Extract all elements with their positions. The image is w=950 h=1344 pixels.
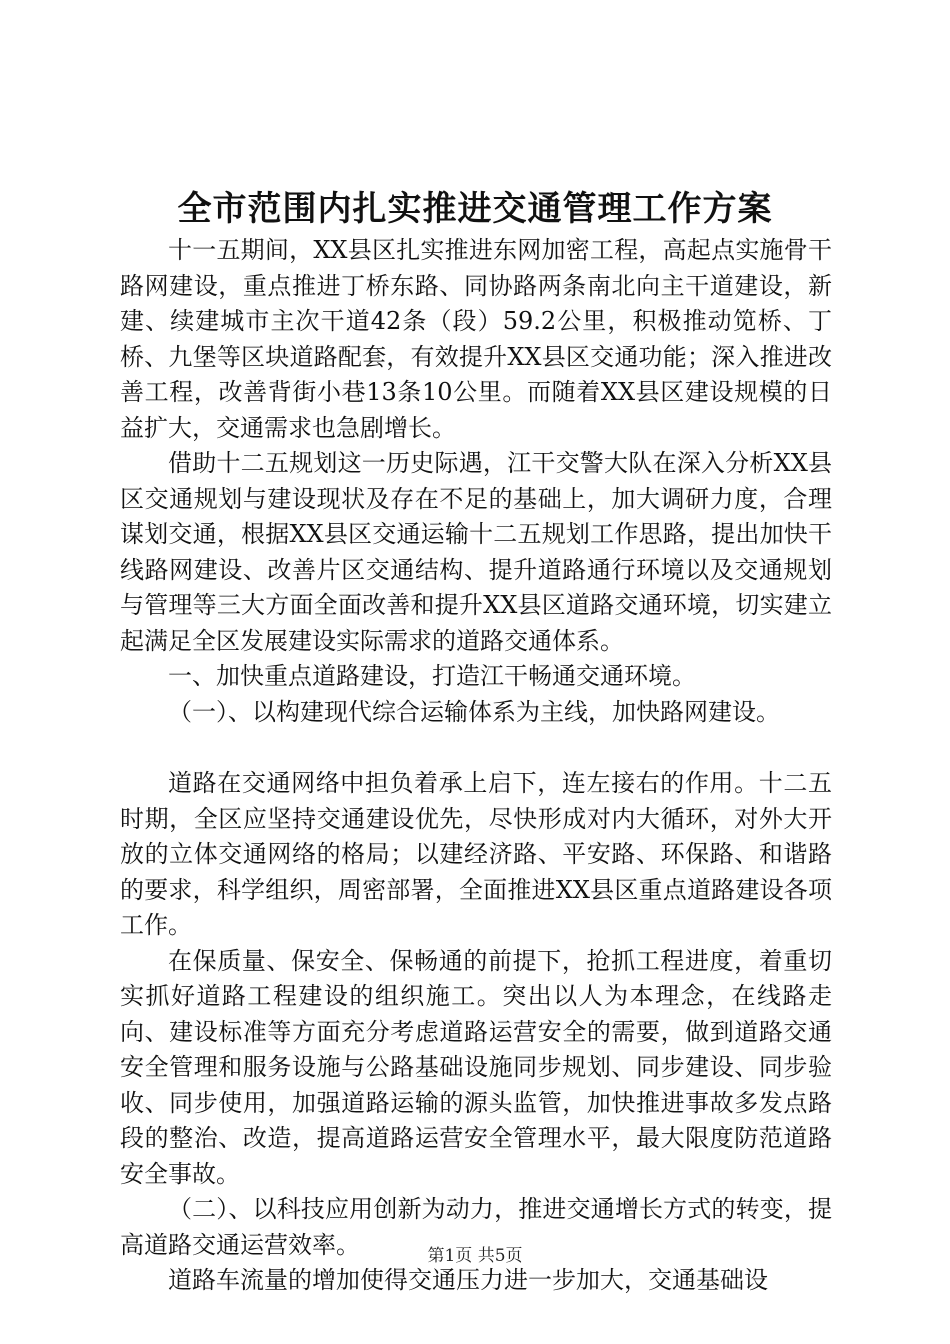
section-heading-1: 一、加快重点道路建设，打造江干畅通交通环境。 [168,662,696,690]
subsection-heading-2: （二）、以科技应用创新为动力，推进交通增长方式的转变，提高道路交通运营效率。 [120,1195,832,1259]
page-footer: 第1页 共5页 [427,1246,523,1266]
subsection-heading-1: （一）、以构建现代综合运输体系为主线，加快路网建设。 [168,697,780,726]
paragraph-traffic-pressure: 道路车流量的增加使得交通压力进一步加大，交通基础设 [168,1266,768,1294]
paragraph-road-role: 道路在交通网络中担负着承上启下，连左接右的作用。十二五时期，全区应坚持交通建设优先，尽快形成对内大循环，对外大开放的立体交通网络的格局；以建经济路、平安路、环保路、和谐路的要求，科学组织，周密部署，全面推进XX县区重点道路建设各项工作。 [120,769,832,939]
paragraph-intro: 十一五期间，XX县区扎实推进东网加密工程，高起点实施骨干路网建设，重点推进丁桥东路、同协路两条南北向主干道建设，新建、续建城市主次干道42条（段）59.2公里，积极推动笕桥、丁桥、九堡等区块道路配套，有效提升XX县区交通功能；深入推进改善工程，改善背街小巷13条10公里。而随着XX县区建设规模的日益扩大，交通需求也急剧增长。 [120,236,832,442]
paragraph-construction: 在保质量、保安全、保畅通的前提下，抢抓工程进度，着重切实抓好道路工程建设的组织施工。突出以人为本理念，在线路走向、建设标准等方面充分考虑道路运营安全的需要，做到道路交通安全管理和服务设施与公路基础设施同步规划、同步建设、同步验收、同步使用，加强道路运输的源头监管，加快推进事故多发点路段的整治、改造，提高道路运营安全管理水平，最大限度防范道路安全事故。 [120,946,832,1188]
document-body [120,233,832,1299]
document-title: 全市范围内扎实推进交通管理工作方案 [177,189,773,229]
blank-line [120,730,832,766]
paragraph-plan: 借助十二五规划这一历史际遇，江干交警大队在深入分析XX县区交通规划与建设现状及存在不足的基础上，加大调研力度，合理谋划交通，根据XX县区交通运输十二五规划工作思路，提出加快干线路网建设、改善片区交通结构、提升道路通行环境以及交通规划与管理等三大方面全面改善和提升XX县区道路交通环境，切实建立起满足全区发展建设实际需求的道路交通体系。 [120,449,832,655]
